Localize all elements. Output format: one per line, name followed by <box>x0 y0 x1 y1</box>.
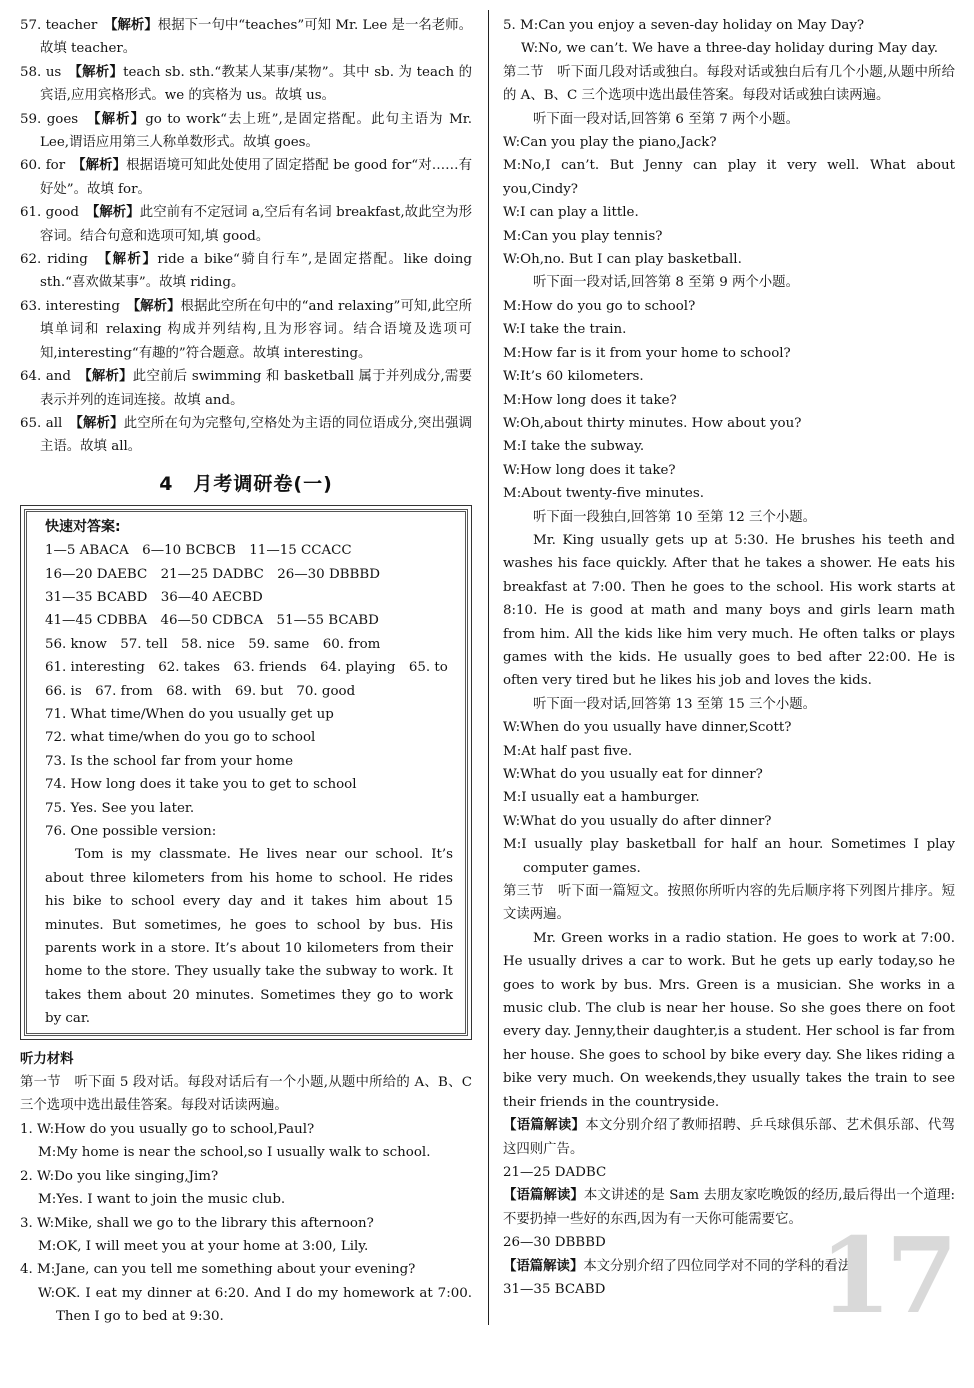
dialog-line: W:How long does it take? <box>503 462 676 478</box>
dialog-line: M:I usually eat a hamburger. <box>503 790 700 806</box>
answer-item-64: 64. and 【解析】此空前后 swimming 和 basketball 属于并列成分,需要表示并列的连词连接。故填 and。 <box>20 369 472 408</box>
dialog-line: 2. W:Do you like singing,Jim? <box>20 1168 219 1184</box>
dialog-line: M:At half past five. <box>503 743 633 759</box>
answer-item-65: 65. all 【解析】此空所在句为完整句,空格处为主语的同位语成分,突出强调主语。故填 all。 <box>20 415 472 455</box>
left-column <box>20 14 472 1329</box>
group-intro: 听下面一段对话,回答第 13 至第 15 三个小题。 <box>533 696 816 712</box>
dialog-line: M:I usually play basketball for half an hour. Sometimes I play computer games. <box>503 837 955 876</box>
dialog-line: W:What do you usually eat for dinner? <box>503 767 763 782</box>
dialog-line: M:About twenty-five minutes. <box>503 486 704 502</box>
page-number: 17 <box>819 1214 952 1337</box>
dialog-line: 1. W:How do you usually go to school,Paul? <box>20 1121 315 1137</box>
answer-key-line: 56. know 57. tell 58. nice 59. same 60. from <box>45 636 381 652</box>
dialog-list <box>20 1118 472 1329</box>
answer-item-60: 60. for 【解析】根据语境可知此处使用了固定搭配 be good for“对……有好处”。故填 for。 <box>20 158 473 197</box>
dialog-line: W:Can you play the piano,Jack? <box>503 135 717 151</box>
dialog-line: M:How far is it from your home to school? <box>503 345 791 361</box>
answer-key-line: 76. One possible version: <box>45 824 217 839</box>
reading-note: 【语篇解读】本文讲述的是 Sam 去朋友家吃晚饭的经历,最后得出一个道理:不要扔掉一些好的东西,因为有一天你可能需要它。 <box>503 1188 955 1227</box>
reading-answer: 26—30 DBBBD <box>503 1235 606 1251</box>
reading-note: 【语篇解读】本文分别介绍了四位同学对不同的学科的看法。 <box>503 1258 865 1274</box>
answer-item-57: 57. teacher 【解析】根据下一句中“teaches”可知 Mr. Lee 是一名老师。故填 teacher。 <box>20 18 473 57</box>
listening-heading: 听力材料 <box>20 1051 74 1067</box>
section-two-intro: 第二节 听下面几段对话或独白。每段对话或独白后有几个小题,从题中所给的 A、B、C 三个选项中选出最佳答案。每段对话或独白读两遍。 <box>503 64 955 104</box>
group-intro: 听下面一段对话,回答第 6 至第 7 两个小题。 <box>533 111 799 127</box>
answer-key-line: 72. what time/when do you go to school <box>45 730 316 746</box>
group-intro: 听下面一段对话,回答第 8 至第 9 两个小题。 <box>533 275 799 291</box>
dialog-line: M:How long does it take? <box>503 392 677 408</box>
answer-key-line: 31—35 BCABD 36—40 AECBD <box>45 589 263 605</box>
answer-key-line: 41—45 CDBBA 46—50 CDBCA 51—55 BCABD <box>45 613 379 629</box>
answer-key-line: 1—5 ABACA 6—10 BCBCB 11—15 CCACC <box>45 543 352 559</box>
reading-answer: 31—35 BCABD <box>503 1281 606 1297</box>
answer-item-59: 59. goes 【解析】go to work“去上班”,是固定搭配。此句主语为 Mr. Lee,谓语应用第三人称单数形式。故填 goes。 <box>20 111 472 151</box>
dialog-line: M:OK, I will meet you at your home at 3:00, Lily. <box>38 1238 369 1254</box>
reading-note: 【语篇解读】本文分别介绍了教师招聘、乒乓球俱乐部、艺术俱乐部、代驾这四则广告。 <box>503 1118 956 1157</box>
dialog-line: 4. M:Jane, can you tell me something about your evening? <box>20 1262 416 1278</box>
dialog-line: M:Can you play tennis? <box>503 228 663 244</box>
dialog-line: M:How do you go to school? <box>503 298 696 314</box>
section-three-intro: 第三节 听下面一篇短文。按照你所听内容的先后顺序将下列图片排序。短文读两遍。 <box>503 884 955 923</box>
answer-key-line: 74. How long does it take you to get to school <box>45 777 357 793</box>
dialog-line: W:I can play a little. <box>503 205 639 221</box>
answer-item-61: 61. good 【解析】此空前有不定冠词 a,空后有名词 breakfast,故此空为形容词。结合句意和选项可知,填 good。 <box>20 205 473 244</box>
answer-key-line: 16—20 DAEBC 21—25 DADBC 26—30 DBBBD <box>45 566 380 582</box>
dialog-line: W:What do you usually do after dinner? <box>503 813 772 829</box>
column-divider <box>488 10 489 1325</box>
answer-item-58: 58. us 【解析】teach sb. sth.“教某人某事/某物”。其中 sb. 为 teach 的宾语,应用宾格形式。we 的宾格为 us。故填 us。 <box>20 64 472 104</box>
right-column <box>503 14 955 1301</box>
reading-answer: 21—25 DADBC <box>503 1164 607 1180</box>
answer-key-line: 73. Is the school far from your home <box>45 753 294 769</box>
answer-key-heading: 快速对答案: <box>45 518 121 535</box>
section-title: 4 月考调研卷(一) <box>159 472 333 495</box>
dialog-line: W:No, we can’t. We have a three-day holiday during May day. <box>521 41 938 57</box>
dialog-line: W:OK. I eat my dinner at 6:20. And I do my homework at 7:00. Then I go to bed at 9:30. <box>38 1285 472 1325</box>
section-one-intro: 第一节 听下面 5 段对话。每段对话后有一个小题,从题中所给的 A、B、C 三个选项中选出最佳答案。每段对话读两遍。 <box>20 1075 472 1114</box>
dialog-line: W:Oh,no. But I can play basketball. <box>503 252 742 268</box>
monologue-text: Mr. King usually gets up at 5:30. He brushes his teeth and washes his face quickly. After that he takes a shower. He eats his breakfast at 7:00. Then he goes to the school. His work starts at 8:10. He is good at math and many boys and girls learn math from him. All the kids like him very much. He often talks or plays games with the kids. He usually goes to bed after 22:00. He is often very tired but he likes his job and loves the kids. <box>503 532 955 689</box>
answer-item-62: 62. riding 【解析】ride a bike“骑自行车”,是固定搭配。like doing sth.“喜欢做某事”。故填 riding。 <box>20 252 472 291</box>
dialog-line: 5. M:Can you enjoy a seven-day holiday on May Day? <box>503 18 865 33</box>
answer-item-63: 63. interesting 【解析】根据此空所在句中的“and relaxing”可知,此空所填单词和 relaxing 构成并列结构,且为形容词。结合语境及选项可知,interesting“有趣的”符合题意。故填 interesting。 <box>20 298 472 361</box>
dialog-line: M:I take the subway. <box>503 439 645 455</box>
answer-key-line: 66. is 67. from 68. with 69. but 70. good <box>45 683 356 699</box>
answer-key-line: 61. interesting 62. takes 63. friends 64. playing 65. to <box>45 660 448 676</box>
dialog-line: W:It’s 60 kilometers. <box>503 369 644 385</box>
dialog-line: W:When do you usually have dinner,Scott? <box>503 720 792 736</box>
answer-key-box <box>20 505 472 1040</box>
sample-essay: Tom is my classmate. He lives near our school. It’s about three kilometers from his home to school. He rides his bike to school every day and it takes him about 15 minutes. But sometimes, he goes to school by bus. His parents work in a store. It’s about 10 kilometers from their home to the store. They usually take the subway to work. It takes them about 20 minutes. Sometimes they go to work by car. <box>45 847 453 1027</box>
dialog-line: 3. W:Mike, shall we go to the library this afternoon? <box>20 1215 374 1231</box>
answer-key-line: 71. What time/When do you usually get up <box>45 706 334 722</box>
passage-text: Mr. Green works in a radio station. He goes to work at 7:00. He usually drives a car to work. But he gets up early today,so he goes to work by bus. Mrs. Green is a musician. She works in a music club. The club is near her house. So she goes there on foot every day. Jenny,their daughter,is a student. Her school is far from her house. She goes to school by bike every day. She likes riding a bike very much. On weekends,they usually takes the train to see their friends in the countryside. <box>503 930 955 1110</box>
dialog-line: M:No,I can’t. But Jenny can play it very well. What about you,Cindy? <box>503 158 955 197</box>
dialog-line: M:My home is near the school,so I usually walk to school. <box>38 1145 431 1161</box>
dialog-line: W:Oh,about thirty minutes. How about you? <box>503 415 802 431</box>
answer-list <box>20 14 472 459</box>
dialog-line: M:Yes. I want to join the music club. <box>38 1192 286 1208</box>
group-intro: 听下面一段独白,回答第 10 至第 12 三个小题。 <box>533 509 816 525</box>
dialog-line: W:I take the train. <box>503 322 627 338</box>
answer-key-line: 75. Yes. See you later. <box>45 800 195 816</box>
